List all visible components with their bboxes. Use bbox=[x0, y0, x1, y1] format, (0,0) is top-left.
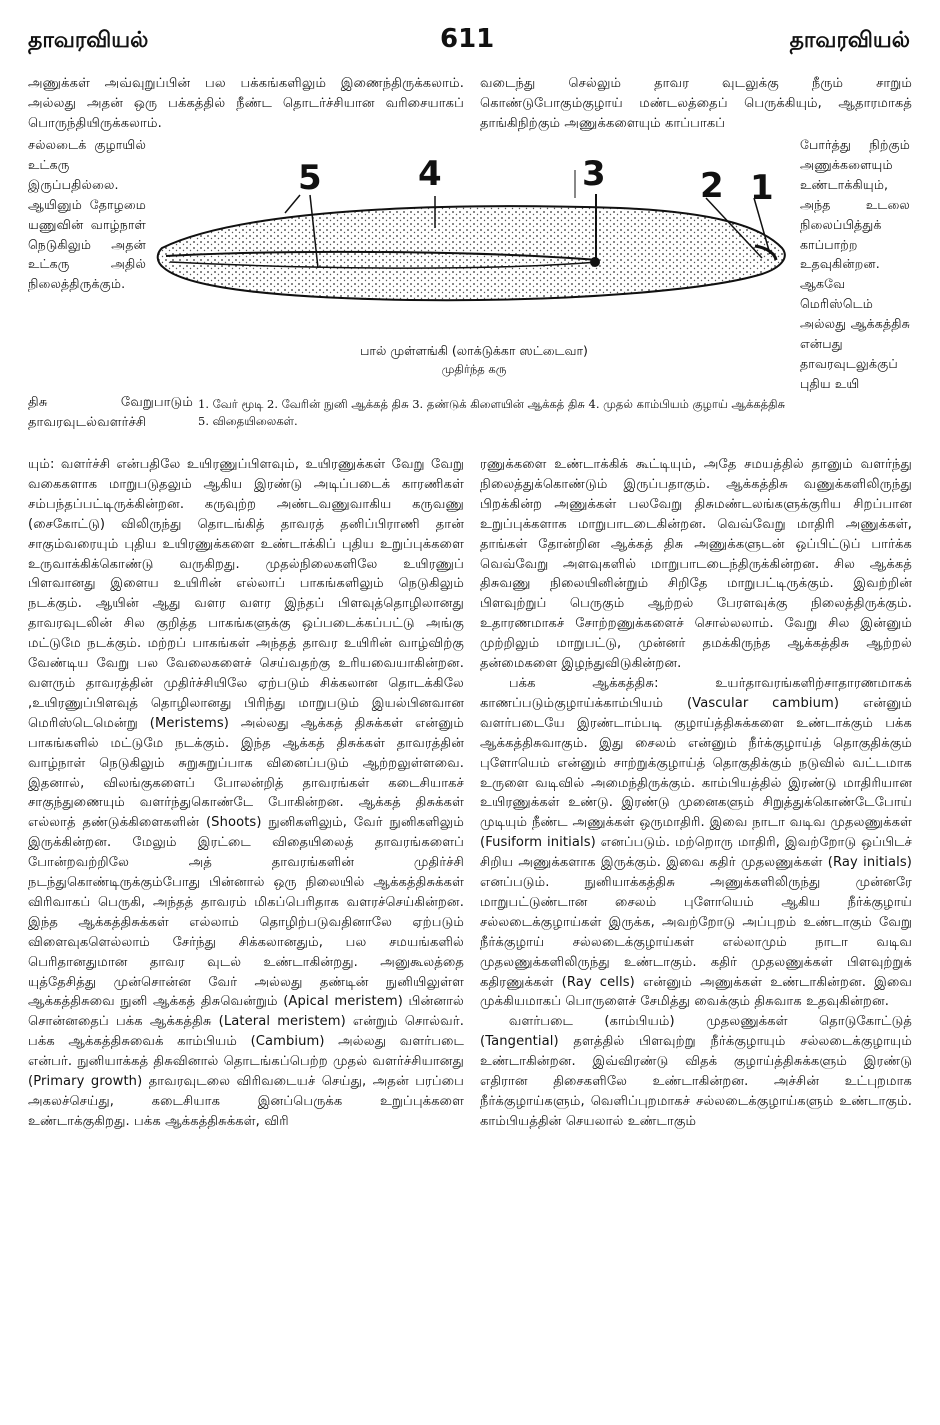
running-header-left: தாவரவியல் bbox=[28, 28, 149, 53]
right-paragraph-1: ரணுக்களை உண்டாக்கிக் கூட்டியும், அதே சமயத்தில் தானும் வளர்ந்து நிலைத்துக்கொண்டும் இருப்பதாகும். ஆக்கத்திசு வணுக்களிலிருந்து பிறக்கின்ற அணுக்கள் பலவேறு திசுமண்டலங்களுக்குரிய சிறப்பான உறுப்புக்களாக மாறுபாடடைகின்றன. வெவ்வேறு மாதிரி அணுக்கள், தாங்கள் தோன்றின ஆக்கத் திசு அணுக்களுடன் ஒப்பிட்டுப் பார்க்க வெவ்வேறு அளவுகளில் மாறுபாடடைந்திருக்கின்றன. சில ஆக்கத் திசுவணு நிலையினின்றும் சிறிதே மாறுபட்டிருக்கும். இவற்றின் பிளவுற்றுப் பெருகும் ஆற்றல் பேரளவுக்கு நிலைத்திருக்கும். உதாரணமாகச் சோற்றணுக்களைச் சொல்லலாம். வேறு சில இன்னும் முற்றிலும் மாறுபட்டு, முன்னர் தமக்கிருந்த ஆக்கத்திசு ஆற்றல் தன்மைகளை இழந்துவிடுகின்றன. bbox=[480, 457, 912, 672]
running-header-right: தாவரவியல் bbox=[789, 28, 910, 53]
right-paragraph-3: வளர்படை (காம்பியம்) முதலணுக்கள் தொடுகோட்டுத் (Tangential) தளத்தில் பிளவுற்று நீர்க்குழாயும் சல்லடைக்குழாயும் உண்டாகின்றன. இவ்விரண்டு விதக் குழாய்த்திசுக்களும் இரண்டு எதிரான திசைகளிலே உண்டாகின்றன. அச்சின் உட்புறமாக நீர்க்குழாய்களும், வெளிப்புறமாகச் சல்லடைக்குழாய்களும் உண்டாகும். காம்பியத்தின் செயலால் உண்டாகும் bbox=[480, 1014, 912, 1129]
figure-caption bbox=[150, 342, 798, 378]
intro-paragraph-narrow bbox=[28, 135, 146, 294]
right-intro-narrow-text: போர்த்து நிற்கும் அணுக்களையும் உண்டாக்கியும், அந்த உடலை நிலைப்பித்துக் காப்பாற்ற உதவுகின்றன. ஆகவே மெரிஸ்டெம் அல்லது ஆக்கத்திசு என்பது தாவரவுடலுக்குப் புதிய உயி bbox=[800, 137, 910, 391]
figure-label-4: 4 bbox=[418, 154, 442, 194]
figure-label-2: 2 bbox=[700, 166, 724, 206]
figure-caption-subtitle: முதிர்ந்த கரு bbox=[441, 362, 507, 376]
intro-narrow-text: சல்லடைக் குழாயில் உட்கரு இருப்பதில்லை. ஆயினும் தோழமை யணுவின் வாழ்நாள் நெடுகிலும் அதன் உட்கரு அதில் நிலைத்திருக்கும். bbox=[28, 137, 146, 292]
side-heading bbox=[28, 393, 193, 433]
right-column bbox=[480, 455, 912, 1132]
figure-label-1: 1 bbox=[750, 168, 774, 208]
figure-caption-title: பால் முள்ளங்கி (லாக்டுக்கா ஸட்டைவா) bbox=[360, 343, 588, 358]
left-paragraph: யும்: வளர்ச்சி என்பதிலே உயிரணுப்பிளவும், உயிரணுக்கள் வேறு வேறு வகைகளாக மாறுபடுதலும் ஆகிய இரண்டு அடிப்படைக் காரணிகள் சம்பந்தப்பட்டிருக்கின்றன. கருவுற்ற அண்டவணுவாகிய கருவணு (சைகோட்டு) விலிருந்து தொடங்கித் தாவரத் தனிப்பிராணி தான் சாகும்வரையும் புதிய உயிரணுக்களை உண்டாக்கிப் புதிய உறுப்புக்களை உருவாக்கிக்கொண்டு வருகிறது. முதல்நிலைகளிலே உயிரணுப் பிளவானது இளைய உயிரின் எல்லாப் பாகங்களிலும் நெடுகிலும் நடக்கும். ஆயின் ஆது வளர வளர இந்தப் பிளவுத்தொழிலானது தாவரவுடலின் சில குறித்த பாகங்களுக்கு ஒப்படைக்கப்பட்டு அங்கு மட்டுமே நடக்கும். மற்றப் பாகங்கள் அந்தத் தாவர உயிரின் வாழ்விற்கு வேண்டிய வேறு பல வேலைகளைச் செய்வதற்கு உரியவையாகின்றன. வளரும் தாவரத்தின் முதிர்ச்சியிலே ஏற்படும் சிக்கலான தொடக்கிலே ,உயிரணுப்பிளவுத் தொழிலானது பிரிந்து மாறுபடும் இயல்பினவான மெரிஸ்டெமென்று (Meristems) அல்லது ஆக்கத் திசுக்கள் என்னும் பாகங்களில் மட்டுமே நடக்கும். இந்த ஆக்கத் திசுக்கள் தாவரத்தின் வாழ்நாள் நெடுகிலும் சுறுசுறுப்பாக வினைப்படும் ஆற்றலுள்ளவை. இதனால், விலங்குகளைப் போலன்றித் தாவரங்கள் கடைசியாகச் சாகுந்துணையும் வளர்ந்துகொண்டே போகின்றன. ஆக்கத் திசுக்கள் எல்லாத் தண்டுக்கிளைகளின் (Shoots) நுனிகளிலும், வேர் நுனிகளிலும் இருக்கின்றன. மேலும் இரட்டை விதையிலைத் தாவரங்களைப் போன்றவற்றிலே அத் தாவரங்களின் முதிர்ச்சி நடந்துகொண்டிருக்கும்போது பின்னால் ஒரு நிலையில் ஆக்கத்திசுக்கள் விரிவாகப் பெருகி, அந்தத் தாவரம் மிகப்பெரிதாக வளரச்செய்கின்றன. இந்த ஆக்கத்திசுக்கள் எல்லாம் தொழிற்படுவதினாலே ஏற்படும் விளைவுகளெல்லாம் சேர்ந்து சிக்கலானதும், பல சமயங்களில் பெரிதானதுமான தாவர வுடல் உண்டாகின்றது. அனுகூலத்தை யுத்தேசித்து முன்சொன்ன வேர் அல்லது தண்டின் நுனியிலுள்ள ஆக்கத்திசுவை நுனி ஆக்கத் திசுவென்றும் (Apical meristem) பின்னால் சொன்னதைப் பக்க ஆக்கத்திசு (Lateral meristem) என்றும் சொல்வர். பக்க ஆக்கத்திசுவைக் காம்பியம் (Cambium) அல்லது வளர்படை என்பர். நுனியாக்கத் திசுவினால் தொடங்கப்பெற்ற முதல் வளர்ச்சியானது (Primary growth) தாவரவுடலை விரிவடையச் செய்து, அதன் பரப்பை அகலச்செய்து, கடைசியாக இனப்பெருக்க உறுப்புக்களை உண்டாக்குகிறது. பக்க ஆக்கத்திசுக்கள், விரி bbox=[28, 457, 464, 1129]
intro-paragraph-top bbox=[28, 74, 464, 134]
figure-legend: 1. வேர் மூடி 2. வேரின் நுனி ஆக்கத் திசு 3. தண்டுக் கிளையின் ஆக்கத் திசு 4. முதல் காம்பியம் குழாய் ஆக்கத்திசு 5. விதையிலைகள். bbox=[198, 397, 786, 428]
side-heading-text: திசு வேறுபாடும் தாவரவுடல்வளர்ச்சி bbox=[28, 395, 193, 430]
right-intro-top bbox=[480, 74, 912, 134]
embryo-figure bbox=[150, 150, 798, 355]
right-intro-top-text: வடைந்து செல்லும் தாவர வுடலுக்கு நீரும் சாறும் கொண்டுபோகும்குழாய் மண்டலத்தைப் பெருக்கியும், ஆதாரமாகத் தாங்கிநிற்கும் அணுக்களையும் காப்பாகப் bbox=[480, 76, 912, 131]
figure-label-5: 5 bbox=[298, 158, 322, 198]
intro-top-text: அணுக்கள் அவ்வுறுப்பின் பல பக்கங்களிலும் இணைந்திருக்கலாம். அல்லது அதன் ஒரு பக்கத்தில் நீண்ட தொடர்ச்சியான வரிசையாகப் பொருந்தியிருக்கலாம். bbox=[28, 76, 464, 131]
shoot-apex-mark bbox=[590, 257, 600, 267]
right-paragraph-2: பக்க ஆக்கத்திசு: உயர்தாவரங்களிற்சாதாரணமாகக் காணப்படும்குழாய்க்காம்பியம் (Vascular cambium) என்னும் வளர்படையே இரண்டாம்படி குழாய்த்திசுக்களை உண்டாக்கும் பக்க ஆக்கத்திசுவாகும். இது சைலம் என்னும் நீர்க்குழாய்த் தொகுதிக்கும் புளோயெம் என்னும் சாற்றுக்குழாய்த் தொகுதிக்கும் நடுவில் வட்டமாக உருளை வடிவில் அமைந்திருக்கும். காம்பியத்தில் இரண்டு மாதிரியான உயிரணுக்கள் உண்டு. இரண்டு முனைகளும் சிறுத்துக்கொண்டேபோய் முடியும் நீண்ட அணுக்கள் ஒருமாதிரி. இவை நாடா வடிவ முதலணுக்கள் (Fusiform initials) எனப்படும். மற்றொரு மாதிரி, இவற்றோடு ஒப்பிடச் சிறிய அணுக்களாக இருக்கும். இவை கதிர் முதலணுக்கள் (Ray initials) எனப்படும். நுனியாக்கத்திசு அணுக்களிலிருந்து முன்னரே மாறுபட்டுண்டான சைலம் புளோயெம் ஆகிய நீர்க்குழாய் சல்லடைக்குழாய்கள் இருக்க, அவற்றோடு அப்புறம் உண்டாகும் வேறு நீர்க்குழாய் சல்லடைக்குழாய்கள் எல்லாமும் நாடா வடிவ முதலணுக்களிலிருந்து உண்டாகும். கதிர் முதலணுக்கள் பிளவுற்றுக் கதிரணுக்கள் (Ray cells) என்னும் அணுக்கள் உண்டாகின்றன. இவை முக்கியமாகப் பொருளைச் சேமித்து வைக்கும் திசுவாக உதவுகின்றன. bbox=[480, 675, 912, 1010]
figure-label-3: 3 bbox=[582, 154, 606, 194]
page-number: 611 bbox=[440, 24, 495, 54]
right-intro-narrow bbox=[800, 135, 910, 394]
left-column bbox=[28, 455, 464, 1132]
